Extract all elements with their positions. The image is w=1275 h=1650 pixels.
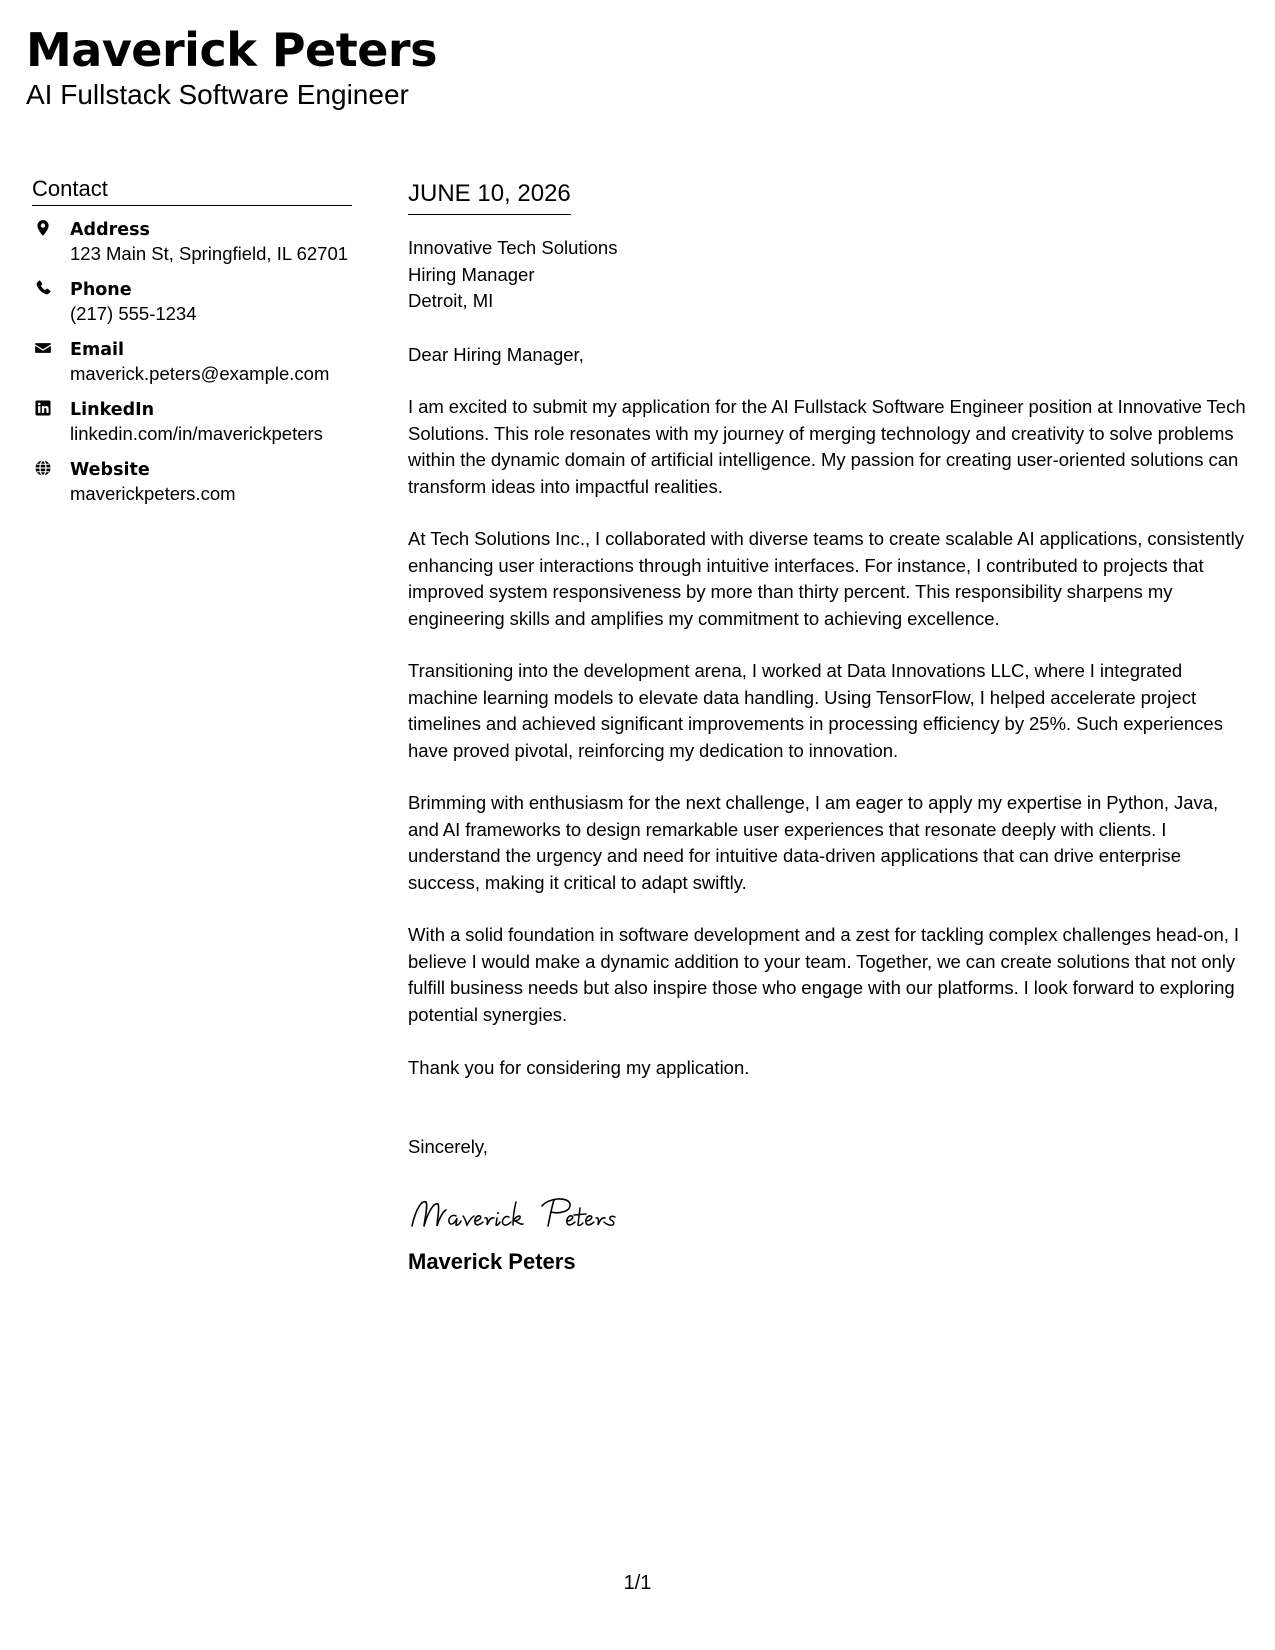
recipient-block bbox=[408, 235, 1253, 315]
contact-item-website bbox=[32, 458, 352, 506]
globe-icon bbox=[34, 459, 52, 477]
linkedin-label: LinkedIn bbox=[70, 400, 155, 420]
website-value: maverickpeters.com bbox=[70, 483, 236, 504]
body-paragraph: Brimming with enthusiasm for the next challenge, I am eager to apply my expertise in Python, Java, and AI frameworks to design remarkable user experiences that resonate deeply with clients. I understand the urgency and need for intuitive data-driven applications that can drive enterprise success, making it critical to adapt swiftly. bbox=[408, 792, 1219, 893]
website-label: Website bbox=[70, 460, 150, 480]
map-pin-icon bbox=[34, 219, 52, 237]
linkedin-value: linkedin.com/in/maverickpeters bbox=[70, 423, 323, 444]
letter-body bbox=[408, 178, 1253, 1276]
recipient-location: Detroit, MI bbox=[408, 290, 494, 311]
contact-item-email bbox=[32, 338, 352, 386]
contact-item-address bbox=[32, 218, 352, 266]
page-number: 1/1 bbox=[623, 1572, 652, 1594]
letter-date: JUNE 10, 2026 bbox=[408, 178, 571, 215]
salutation: Dear Hiring Manager, bbox=[408, 343, 584, 365]
contact-sidebar bbox=[32, 175, 352, 518]
closing-thanks: Thank you for considering my application. bbox=[408, 1057, 750, 1078]
envelope-icon bbox=[34, 339, 52, 357]
phone-label: Phone bbox=[70, 280, 132, 300]
contact-item-phone bbox=[32, 278, 352, 326]
address-value: 123 Main St, Springfield, IL 62701 bbox=[70, 243, 349, 264]
body-paragraph: Transitioning into the development arena, I worked at Data Innovations LLC, where I integrated machine learning models to elevate data handling. Using TensorFlow, I helped accelerate project timelines and achieved significant improvements in processing efficiency by 25%. Such experiences have proved pivotal, reinforcing my dedication to innovation. bbox=[408, 660, 1223, 761]
recipient-company: Innovative Tech Solutions bbox=[408, 237, 618, 258]
email-label: Email bbox=[70, 340, 124, 360]
contact-heading: Contact bbox=[32, 175, 352, 206]
signature-name: Maverick Peters bbox=[408, 1249, 576, 1274]
handwritten-signature bbox=[408, 1188, 1253, 1236]
recipient-role: Hiring Manager bbox=[408, 263, 535, 285]
candidate-name: Maverick Peters bbox=[26, 23, 437, 77]
contact-item-linkedin bbox=[32, 398, 352, 446]
header bbox=[26, 22, 437, 112]
body-paragraph: I am excited to submit my application for the AI Fullstack Software Engineer position at Innovative Tech Solutions. This role resonates with my journey of merging technology and creativity to solve problems within the dynamic domain of artificial intelligence. My passion for creating user-oriented solutions can transform ideas into impactful realities. bbox=[408, 396, 1246, 497]
body-paragraph: At Tech Solutions Inc., I collaborated with diverse teams to create scalable AI applications, consistently enhancing user interactions through intuitive interfaces. For instance, I contributed to projects that improved system responsiveness by more than thirty percent. This responsibility sharpens my engineering skills and amplifies my commitment to achieving excellence. bbox=[408, 528, 1244, 629]
linkedin-icon bbox=[34, 399, 52, 417]
phone-icon bbox=[34, 279, 52, 297]
signoff: Sincerely, bbox=[408, 1135, 488, 1157]
email-value: maverick.peters@example.com bbox=[70, 363, 330, 384]
job-title: AI Fullstack Software Engineer bbox=[26, 79, 409, 110]
address-label: Address bbox=[70, 220, 150, 240]
phone-value: (217) 555-1234 bbox=[70, 303, 197, 324]
body-paragraph: With a solid foundation in software development and a zest for tackling complex challenges head-on, I believe I would make a dynamic addition to your team. Together, we can create solutions that not only fulfill business needs but also inspire those who engage with our platforms. I look forward to exploring potential synergies. bbox=[408, 924, 1240, 1025]
